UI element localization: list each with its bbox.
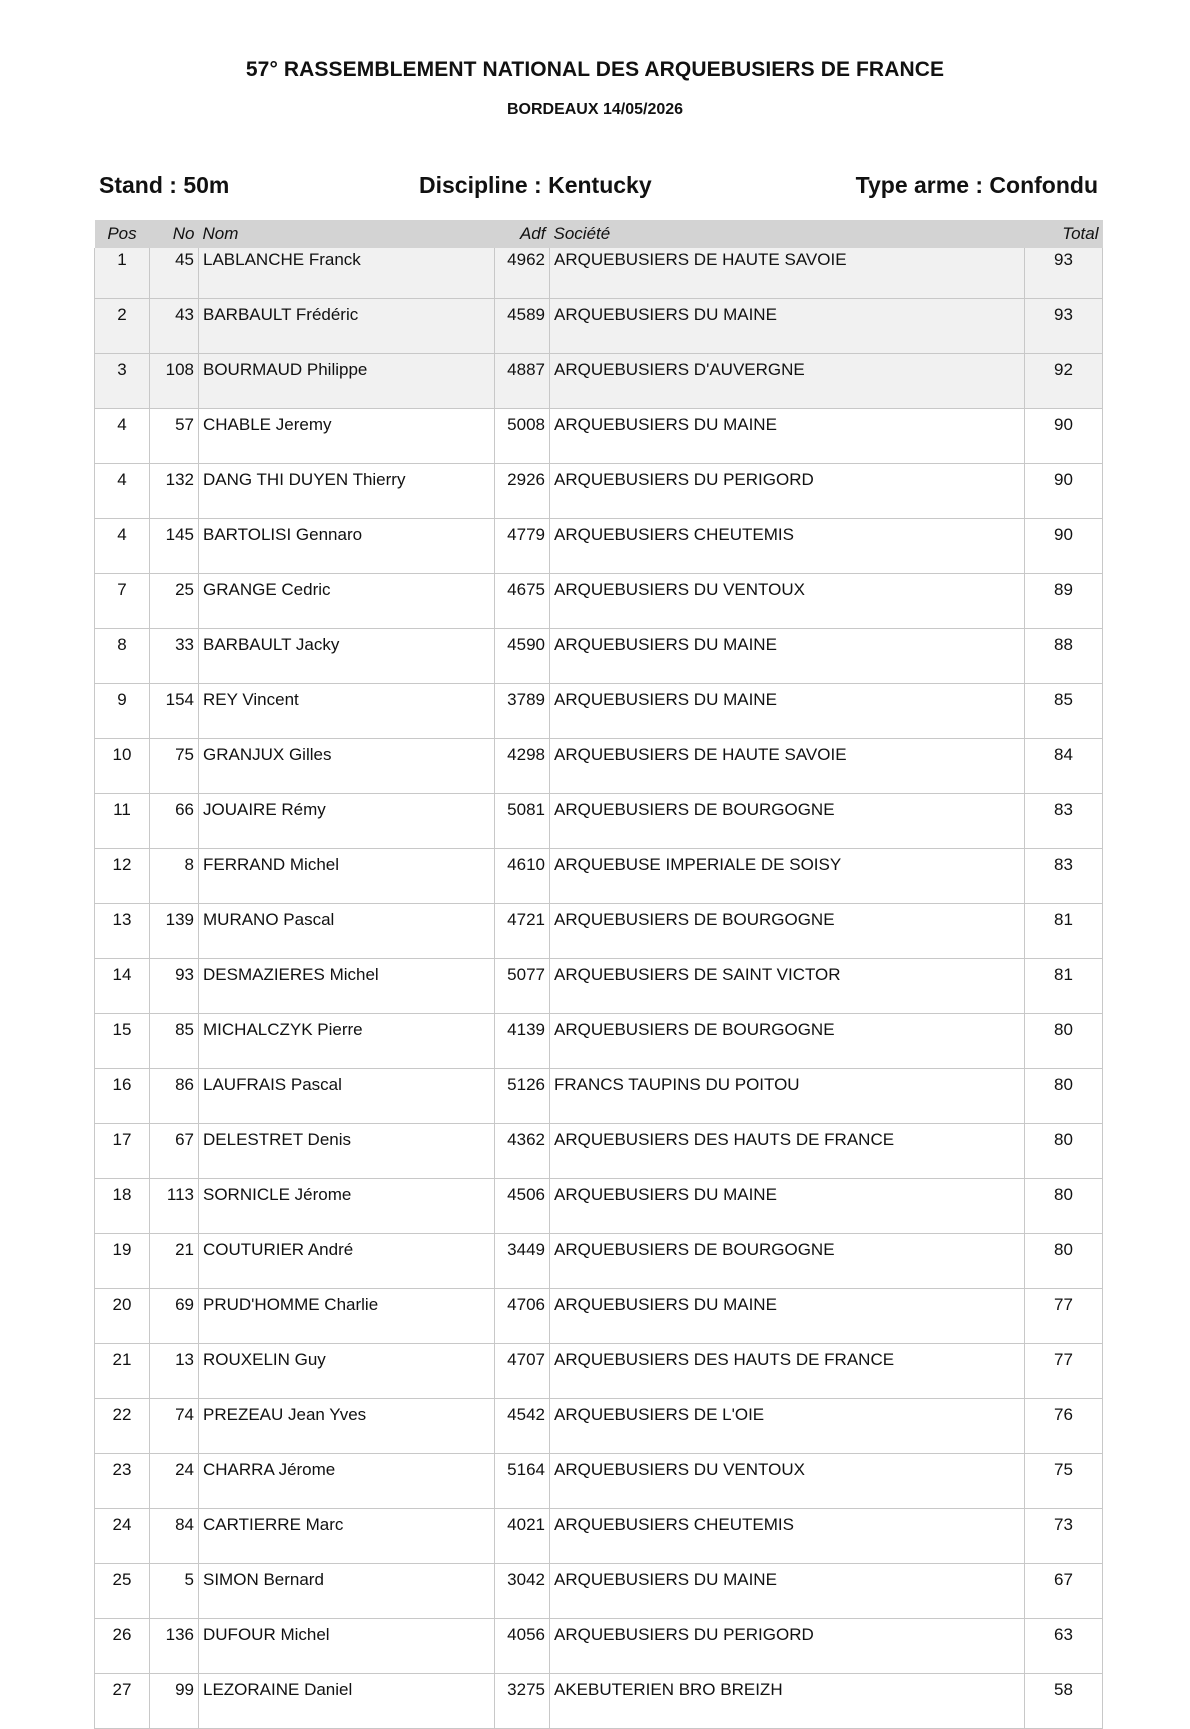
cell-no: 5 [150,1564,199,1619]
cell-pos: 7 [95,574,150,629]
cell-total: 80 [1025,1069,1103,1124]
page-title: 57° RASSEMBLEMENT NATIONAL DES ARQUEBUSIERS DE FRANCE [245,58,945,81]
cell-no: 43 [150,299,199,354]
cell-pos: 1 [95,248,150,299]
cell-adf: 4887 [495,354,550,409]
cell-total: 93 [1025,248,1103,299]
cell-no: 21 [150,1234,199,1289]
cell-no: 25 [150,574,199,629]
cell-nom: MURANO Pascal [199,904,495,959]
cell-nom: JOUAIRE Rémy [199,794,495,849]
cell-no: 86 [150,1069,199,1124]
cell-nom: BARBAULT Jacky [199,629,495,684]
cell-societe: ARQUEBUSIERS DE HAUTE SAVOIE [550,739,1025,794]
table-row [95,684,1103,739]
cell-societe: ARQUEBUSIERS DE L'OIE [550,1399,1025,1454]
cell-societe: ARQUEBUSIERS DE BOURGOGNE [550,1014,1025,1069]
cell-total: 76 [1025,1399,1103,1454]
table-row [95,574,1103,629]
table-row [95,904,1103,959]
cell-nom: BARTOLISI Gennaro [199,519,495,574]
table-row [95,1179,1103,1234]
cell-adf: 3042 [495,1564,550,1619]
cell-societe: ARQUEBUSIERS DU MAINE [550,1179,1025,1234]
cell-pos: 26 [95,1619,150,1674]
cell-pos: 4 [95,409,150,464]
cell-nom: FERRAND Michel [199,849,495,904]
cell-adf: 4298 [495,739,550,794]
cell-societe: ARQUEBUSIERS DE BOURGOGNE [550,794,1025,849]
cell-nom: ROUXELIN Guy [199,1344,495,1399]
table-row [95,1509,1103,1564]
cell-adf: 4707 [495,1344,550,1399]
cell-societe: ARQUEBUSE IMPERIALE DE SOISY [550,849,1025,904]
cell-adf: 4706 [495,1289,550,1344]
cell-adf: 4675 [495,574,550,629]
table-row [95,1344,1103,1399]
cell-pos: 21 [95,1344,150,1399]
cell-total: 80 [1025,1124,1103,1179]
table-row [95,248,1103,299]
cell-societe: ARQUEBUSIERS DU PERIGORD [550,1619,1025,1674]
cell-societe: ARQUEBUSIERS DU MAINE [550,1289,1025,1344]
table-row [95,1014,1103,1069]
cell-adf: 4056 [495,1619,550,1674]
cell-societe: ARQUEBUSIERS DE BOURGOGNE [550,1234,1025,1289]
cell-adf: 4021 [495,1509,550,1564]
table-row [95,1234,1103,1289]
cell-no: 85 [150,1014,199,1069]
cell-total: 89 [1025,574,1103,629]
table-row [95,1289,1103,1344]
cell-adf: 4779 [495,519,550,574]
column-header-societe: Société [550,220,1025,248]
table-row [95,409,1103,464]
cell-adf: 5077 [495,959,550,1014]
cell-societe: ARQUEBUSIERS DE SAINT VICTOR [550,959,1025,1014]
cell-nom: DUFOUR Michel [199,1619,495,1674]
cell-nom: SIMON Bernard [199,1564,495,1619]
table-row [95,1069,1103,1124]
results-table [94,220,1103,1729]
cell-total: 85 [1025,684,1103,739]
cell-no: 45 [150,248,199,299]
cell-societe: FRANCS TAUPINS DU POITOU [550,1069,1025,1124]
cell-pos: 8 [95,629,150,684]
cell-adf: 5164 [495,1454,550,1509]
cell-total: 84 [1025,739,1103,794]
cell-societe: ARQUEBUSIERS D'AUVERGNE [550,354,1025,409]
cell-adf: 3789 [495,684,550,739]
cell-societe: ARQUEBUSIERS DE HAUTE SAVOIE [550,248,1025,299]
cell-societe: ARQUEBUSIERS DU MAINE [550,299,1025,354]
cell-nom: DESMAZIERES Michel [199,959,495,1014]
page-subtitle: BORDEAUX 14/05/2026 [506,101,684,118]
cell-total: 90 [1025,409,1103,464]
cell-nom: MICHALCZYK Pierre [199,1014,495,1069]
cell-adf: 4506 [495,1179,550,1234]
cell-total: 80 [1025,1234,1103,1289]
cell-adf: 4589 [495,299,550,354]
cell-no: 75 [150,739,199,794]
cell-total: 80 [1025,1179,1103,1234]
cell-no: 154 [150,684,199,739]
cell-societe: ARQUEBUSIERS CHEUTEMIS [550,1509,1025,1564]
cell-adf: 3449 [495,1234,550,1289]
cell-societe: ARQUEBUSIERS DU VENTOUX [550,574,1025,629]
cell-adf: 4362 [495,1124,550,1179]
table-row [95,794,1103,849]
cell-pos: 3 [95,354,150,409]
cell-pos: 23 [95,1454,150,1509]
cell-nom: LABLANCHE Franck [199,248,495,299]
cell-societe: ARQUEBUSIERS DU VENTOUX [550,1454,1025,1509]
cell-pos: 11 [95,794,150,849]
cell-adf: 5008 [495,409,550,464]
cell-no: 139 [150,904,199,959]
cell-nom: LEZORAINE Daniel [199,1674,495,1729]
table-row [95,354,1103,409]
table-row [95,299,1103,354]
cell-no: 24 [150,1454,199,1509]
cell-nom: SORNICLE Jérome [199,1179,495,1234]
column-header-pos: Pos [95,220,150,248]
table-row [95,849,1103,904]
cell-total: 75 [1025,1454,1103,1509]
cell-adf: 5126 [495,1069,550,1124]
table-row [95,1124,1103,1179]
cell-pos: 24 [95,1509,150,1564]
cell-societe: ARQUEBUSIERS DU MAINE [550,1564,1025,1619]
cell-pos: 4 [95,519,150,574]
cell-nom: CARTIERRE Marc [199,1509,495,1564]
cell-adf: 2926 [495,464,550,519]
cell-nom: GRANJUX Gilles [199,739,495,794]
table-row [95,464,1103,519]
cell-total: 77 [1025,1344,1103,1399]
cell-no: 136 [150,1619,199,1674]
cell-no: 113 [150,1179,199,1234]
cell-pos: 4 [95,464,150,519]
cell-no: 8 [150,849,199,904]
cell-nom: COUTURIER André [199,1234,495,1289]
cell-total: 83 [1025,794,1103,849]
cell-no: 66 [150,794,199,849]
column-header-nom: Nom [199,220,495,248]
cell-pos: 25 [95,1564,150,1619]
cell-nom: PREZEAU Jean Yves [199,1399,495,1454]
cell-pos: 9 [95,684,150,739]
table-row [95,1399,1103,1454]
cell-total: 90 [1025,519,1103,574]
cell-societe: ARQUEBUSIERS DES HAUTS DE FRANCE [550,1124,1025,1179]
cell-societe: AKEBUTERIEN BRO BREIZH [550,1674,1025,1729]
stand-label: Stand : 50m [99,172,230,198]
cell-pos: 15 [95,1014,150,1069]
cell-pos: 20 [95,1289,150,1344]
cell-societe: ARQUEBUSIERS DU MAINE [550,409,1025,464]
table-row [95,1619,1103,1674]
table-row [95,1454,1103,1509]
cell-adf: 4962 [495,248,550,299]
cell-adf: 4139 [495,1014,550,1069]
cell-pos: 10 [95,739,150,794]
cell-pos: 16 [95,1069,150,1124]
cell-no: 57 [150,409,199,464]
cell-no: 13 [150,1344,199,1399]
cell-total: 58 [1025,1674,1103,1729]
cell-nom: GRANGE Cedric [199,574,495,629]
table-body [95,248,1103,1729]
discipline-label: Discipline : Kentucky [419,172,652,198]
table-row [95,1674,1103,1729]
cell-total: 81 [1025,904,1103,959]
cell-total: 88 [1025,629,1103,684]
table-row [95,629,1103,684]
cell-no: 33 [150,629,199,684]
cell-pos: 18 [95,1179,150,1234]
cell-no: 69 [150,1289,199,1344]
cell-no: 99 [150,1674,199,1729]
cell-adf: 4610 [495,849,550,904]
column-header-adf: Adf [495,220,550,248]
cell-pos: 14 [95,959,150,1014]
cell-pos: 2 [95,299,150,354]
column-header-total: Total [1025,220,1103,248]
cell-total: 77 [1025,1289,1103,1344]
cell-pos: 17 [95,1124,150,1179]
cell-no: 93 [150,959,199,1014]
cell-no: 145 [150,519,199,574]
type-arme-label: Type arme : Confondu [855,172,1098,198]
table-row [95,519,1103,574]
cell-no: 74 [150,1399,199,1454]
cell-total: 67 [1025,1564,1103,1619]
cell-nom: LAUFRAIS Pascal [199,1069,495,1124]
cell-total: 92 [1025,354,1103,409]
cell-total: 81 [1025,959,1103,1014]
cell-adf: 3275 [495,1674,550,1729]
cell-nom: BOURMAUD Philippe [199,354,495,409]
cell-nom: CHABLE Jeremy [199,409,495,464]
cell-societe: ARQUEBUSIERS DU MAINE [550,629,1025,684]
cell-societe: ARQUEBUSIERS DES HAUTS DE FRANCE [550,1344,1025,1399]
cell-nom: CHARRA Jérome [199,1454,495,1509]
cell-pos: 13 [95,904,150,959]
cell-nom: DELESTRET Denis [199,1124,495,1179]
cell-total: 93 [1025,299,1103,354]
cell-societe: ARQUEBUSIERS DU PERIGORD [550,464,1025,519]
cell-total: 63 [1025,1619,1103,1674]
cell-pos: 12 [95,849,150,904]
cell-societe: ARQUEBUSIERS CHEUTEMIS [550,519,1025,574]
cell-no: 67 [150,1124,199,1179]
cell-total: 83 [1025,849,1103,904]
cell-no: 84 [150,1509,199,1564]
cell-pos: 27 [95,1674,150,1729]
cell-adf: 4542 [495,1399,550,1454]
table-row [95,739,1103,794]
cell-no: 108 [150,354,199,409]
competition-info [99,172,1098,202]
cell-no: 132 [150,464,199,519]
cell-societe: ARQUEBUSIERS DU MAINE [550,684,1025,739]
cell-nom: DANG THI DUYEN Thierry [199,464,495,519]
cell-adf: 4590 [495,629,550,684]
cell-nom: REY Vincent [199,684,495,739]
cell-pos: 19 [95,1234,150,1289]
cell-total: 90 [1025,464,1103,519]
cell-nom: PRUD'HOMME Charlie [199,1289,495,1344]
cell-pos: 22 [95,1399,150,1454]
cell-nom: BARBAULT Frédéric [199,299,495,354]
cell-total: 73 [1025,1509,1103,1564]
column-header-no: No [150,220,199,248]
table-row [95,959,1103,1014]
table-header [95,220,1103,248]
cell-adf: 5081 [495,794,550,849]
cell-societe: ARQUEBUSIERS DE BOURGOGNE [550,904,1025,959]
cell-total: 80 [1025,1014,1103,1069]
cell-adf: 4721 [495,904,550,959]
table-row [95,1564,1103,1619]
